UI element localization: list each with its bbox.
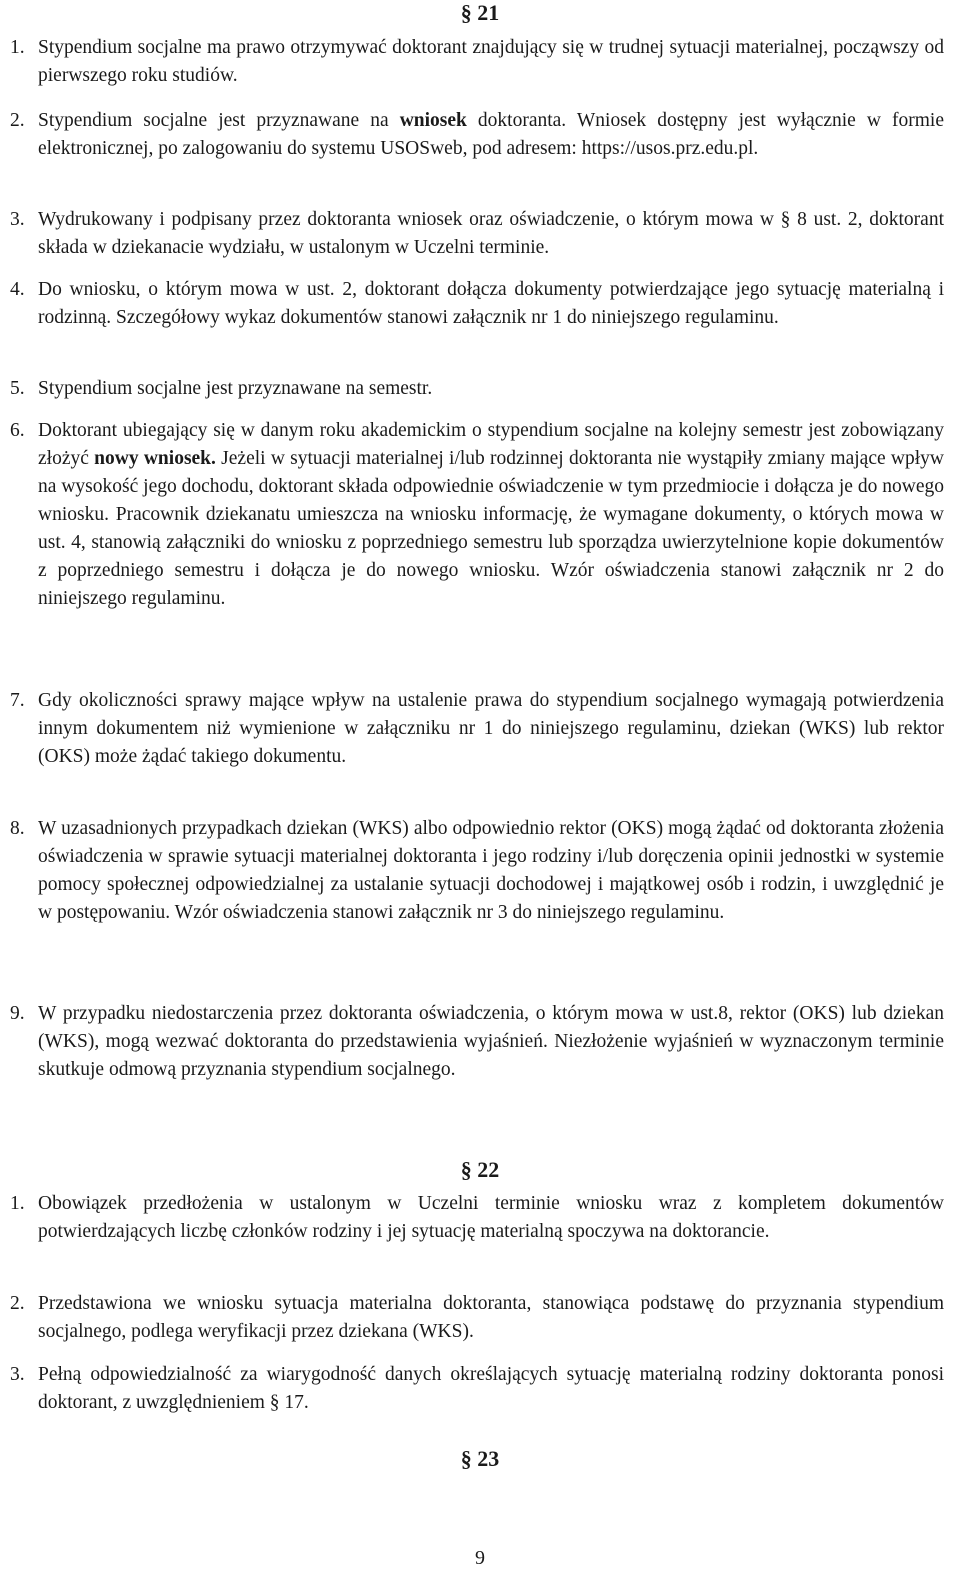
- item-text: [38, 417, 944, 613]
- page-number: 9: [475, 1547, 485, 1569]
- section-22-item-1: [10, 1190, 944, 1246]
- item-number: 3.: [10, 209, 25, 230]
- item-text-pre: Doktorant ubiegający się w danym roku akademickim o stypendium socjalne na kolejny semestr jest zobowiązany złożyć: [38, 420, 944, 469]
- section-21-item-4: [10, 276, 944, 332]
- section-21-item-3: [10, 206, 944, 262]
- section-21-item-2: [10, 107, 944, 163]
- section-21-title: § 21: [460, 0, 500, 25]
- item-text: Stypendium socjalne ma prawo otrzymywać doktorant znajdujący się w trudnej sytuacji materialnej, począwszy od pierwszego roku studiów.: [38, 37, 944, 86]
- item-text-tail: .: [753, 138, 759, 159]
- item-number: 5.: [10, 378, 25, 399]
- section-21-item-9: [10, 1000, 944, 1084]
- item-text: Pełną odpowiedzialność za wiarygodność danych określających sytuację materialną rodziny doktoranta ponosi doktorant, z uwzględnieniem § 17.: [38, 1364, 944, 1413]
- usos-link[interactable]: https://usos.prz.edu.pl: [581, 138, 754, 159]
- section-21-item-1: [10, 34, 944, 90]
- item-number: 4.: [10, 279, 25, 300]
- section-23-title: § 23: [460, 1446, 500, 1471]
- section-22-title: § 22: [460, 1157, 500, 1182]
- item-text: [38, 107, 944, 163]
- item-text-bold: nowy wniosek.: [94, 448, 216, 469]
- item-number: 2.: [10, 1293, 25, 1314]
- item-text: W przypadku niedostarczenia przez doktoranta oświadczenia, o którym mowa w ust.8, rektor (OKS) lub dziekan (WKS), mogą wezwać doktoranta do przedstawienia wyjaśnień. Niezłożenie wyjaśnień w wyznaczonym terminie skutkuje odmową przyznania stypendium socjalnego.: [38, 1003, 944, 1080]
- item-text: Wydrukowany i podpisany przez doktoranta wniosek oraz oświadczenie, o którym mowa w § 8 ust. 2, doktorant składa w dziekanacie wydziału, w ustalonym w Uczelni terminie.: [38, 209, 944, 258]
- item-number: 1.: [10, 1193, 25, 1214]
- section-21-item-6: [10, 417, 944, 613]
- section-21-item-8: [10, 815, 944, 927]
- item-text: Stypendium socjalne jest przyznawane na semestr.: [38, 378, 433, 399]
- item-number: 7.: [10, 690, 25, 711]
- item-text-pre: Stypendium socjalne jest przyznawane na: [38, 110, 400, 131]
- section-21-item-7: [10, 687, 944, 771]
- item-text: Gdy okoliczności sprawy mające wpływ na ustalenie prawa do stypendium socjalnego wymagają potwierdzenia innym dokumentem niż wymienione w załączniku nr 1 do niniejszego regulaminu, dziekan (WKS) lub rektor (OKS) może żądać takiego dokumentu.: [38, 690, 944, 767]
- item-number: 9.: [10, 1003, 25, 1024]
- item-number: 2.: [10, 110, 25, 131]
- section-22-item-3: [10, 1361, 944, 1417]
- item-text-post: Jeżeli w sytuacji materialnej i/lub rodzinnej doktoranta nie wystąpiły zmiany mające wpływ na wysokość jego dochodu, doktorant składa odpowiednie oświadczenie w tym przedmiocie i dołącza je do nowego wniosku. Pracownik dziekanatu umieszcza na wniosku informację, że wymagane dokumenty, o których mowa w ust. 4, stanowią załączniki do wniosku z poprzedniego semestru lub sporządza uwierzytelnione kopie dokumentów z poprzedniego semestru i dołącza je do nowego wniosku. Wzór oświadczenia stanowi załącznik nr 2 do niniejszego regulaminu.: [38, 448, 944, 609]
- item-number: 1.: [10, 37, 25, 58]
- item-text: Przedstawiona we wniosku sytuacja materialna doktoranta, stanowiąca podstawę do przyznania stypendium socjalnego, podlega weryfikacji przez dziekana (WKS).: [38, 1293, 944, 1342]
- section-22-item-2: [10, 1290, 944, 1346]
- item-text-bold: wniosek: [399, 110, 467, 131]
- item-number: 6.: [10, 420, 25, 441]
- item-number: 3.: [10, 1364, 25, 1385]
- section-21-item-5: [10, 375, 944, 403]
- item-text: W uzasadnionych przypadkach dziekan (WKS) albo odpowiednio rektor (OKS) mogą żądać od doktoranta złożenia oświadczenia w sprawie sytuacji materialnej doktoranta i jego rodziny i/lub doręczenia opinii jednostki w systemie pomocy społecznej odpowiedzialnej za ustalanie sytuacji dochodowej i majątkowej osób i rodzin, i uwzględnić je w postępowaniu. Wzór oświadczenia stanowi załącznik nr 3 do niniejszego regulaminu.: [38, 818, 944, 923]
- item-number: 8.: [10, 818, 25, 839]
- item-text-post: doktoranta. Wniosek dostępny jest wyłącznie w formie elektronicznej, po zalogowaniu do systemu USOSweb, pod adresem:: [38, 110, 944, 159]
- item-text: Do wniosku, o którym mowa w ust. 2, doktorant dołącza dokumenty potwierdzające jego sytuację materialną i rodzinną. Szczegółowy wykaz dokumentów stanowi załącznik nr 1 do niniejszego regulaminu.: [38, 279, 944, 328]
- item-text: Obowiązek przedłożenia w ustalonym w Uczelni terminie wniosku wraz z kompletem dokumentów potwierdzających liczbę członków rodziny i jej sytuację materialną spoczywa na doktorancie.: [38, 1193, 944, 1242]
